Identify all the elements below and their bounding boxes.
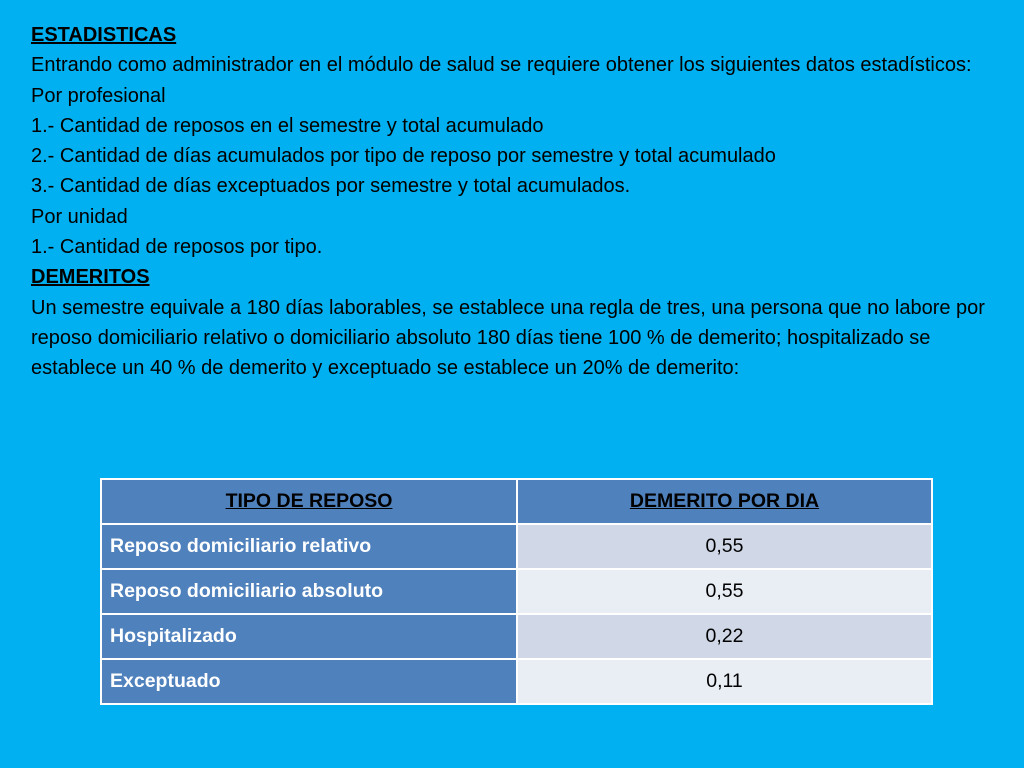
demerito-table [100,478,933,705]
table-row [101,524,932,569]
row-demerito: 0,55 [517,569,932,614]
demeritos-heading: DEMERITOS [31,266,150,289]
table-row [101,569,932,614]
table-row [101,614,932,659]
estadisticas-heading: ESTADISTICAS [31,24,177,46]
por-unidad-label: Por unidad [31,205,128,228]
header-tipo-de-reposo: TIPO DE REPOSO [101,479,517,524]
row-demerito: 0,11 [517,659,932,704]
header-demerito-por-dia: DEMERITO POR DIA [517,479,932,524]
profesional-item-2: 2.- Cantidad de días acumulados por tipo de reposo por semestre y total acumulado [31,145,776,168]
row-demerito: 0,22 [517,614,932,659]
slide-text [31,20,1006,384]
table-row [101,659,932,704]
por-profesional-label: Por profesional [31,84,166,107]
row-tipo: Reposo domiciliario relativo [101,524,517,569]
unidad-item-1: 1.- Cantidad de reposos por tipo. [31,236,323,259]
profesional-item-1: 1.- Cantidad de reposos en el semestre y total acumulado [31,114,544,137]
row-tipo: Reposo domiciliario absoluto [101,569,517,614]
demeritos-body: Un semestre equivale a 180 días laborables, se establece una regla de tres, una persona que no labore por reposo domiciliario relativo o domiciliario absoluto 180 días tiene 100 % de demerito; hospitalizado se establece un 40 % de demerito y exceptuado se establece un 20% de demerito: [31,296,985,380]
row-tipo: Exceptuado [101,659,517,704]
profesional-item-3: 3.- Cantidad de días exceptuados por semestre y total acumulados. [31,175,631,198]
estadisticas-intro: Entrando como administrador en el módulo de salud se requiere obtener los siguientes datos estadísticos: [31,54,972,77]
row-tipo: Hospitalizado [101,614,517,659]
table-header-row [101,479,932,524]
row-demerito: 0,55 [517,524,932,569]
